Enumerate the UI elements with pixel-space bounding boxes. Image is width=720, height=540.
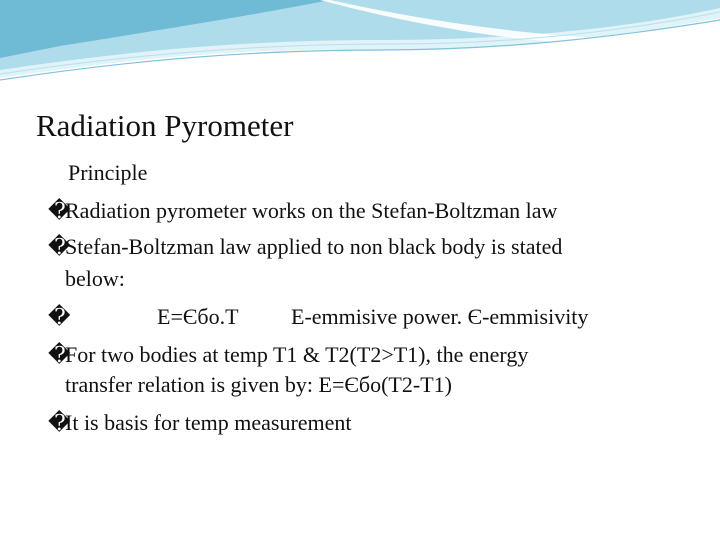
bullet-item <box>48 406 352 440</box>
bullet-glyph: � <box>48 342 71 367</box>
bullet-text: It is basis for temp measurement <box>65 410 352 435</box>
bullet-item <box>48 194 557 228</box>
bullet-continuation: below: <box>65 266 125 291</box>
bullet-glyph: � <box>48 198 71 223</box>
subheading-principle: Principle <box>68 160 148 185</box>
bullet-text: Radiation pyrometer works on the Stefan-Boltzman law <box>65 198 558 223</box>
formula-definition: E-emmisive power. Є-emmisivity <box>291 304 589 329</box>
bullet-item <box>48 230 562 264</box>
bullet-text: For two bodies at temp T1 & T2(T2>T1), the energy <box>65 342 529 367</box>
bullet-glyph: � <box>48 410 71 435</box>
bullet-item <box>48 338 528 372</box>
bullet-glyph: � <box>48 304 71 329</box>
bullet-glyph: � <box>48 234 71 259</box>
slide-title: Radiation Pyrometer <box>36 108 294 143</box>
bullet-text: Stefan-Boltzman law applied to non black body is stated <box>65 234 563 259</box>
bullet-continuation: transfer relation is given by: E=Єбo(T2-T1) <box>65 372 452 397</box>
bullet-item <box>48 300 71 334</box>
formula-text: E=Єбo.T <box>157 304 239 329</box>
